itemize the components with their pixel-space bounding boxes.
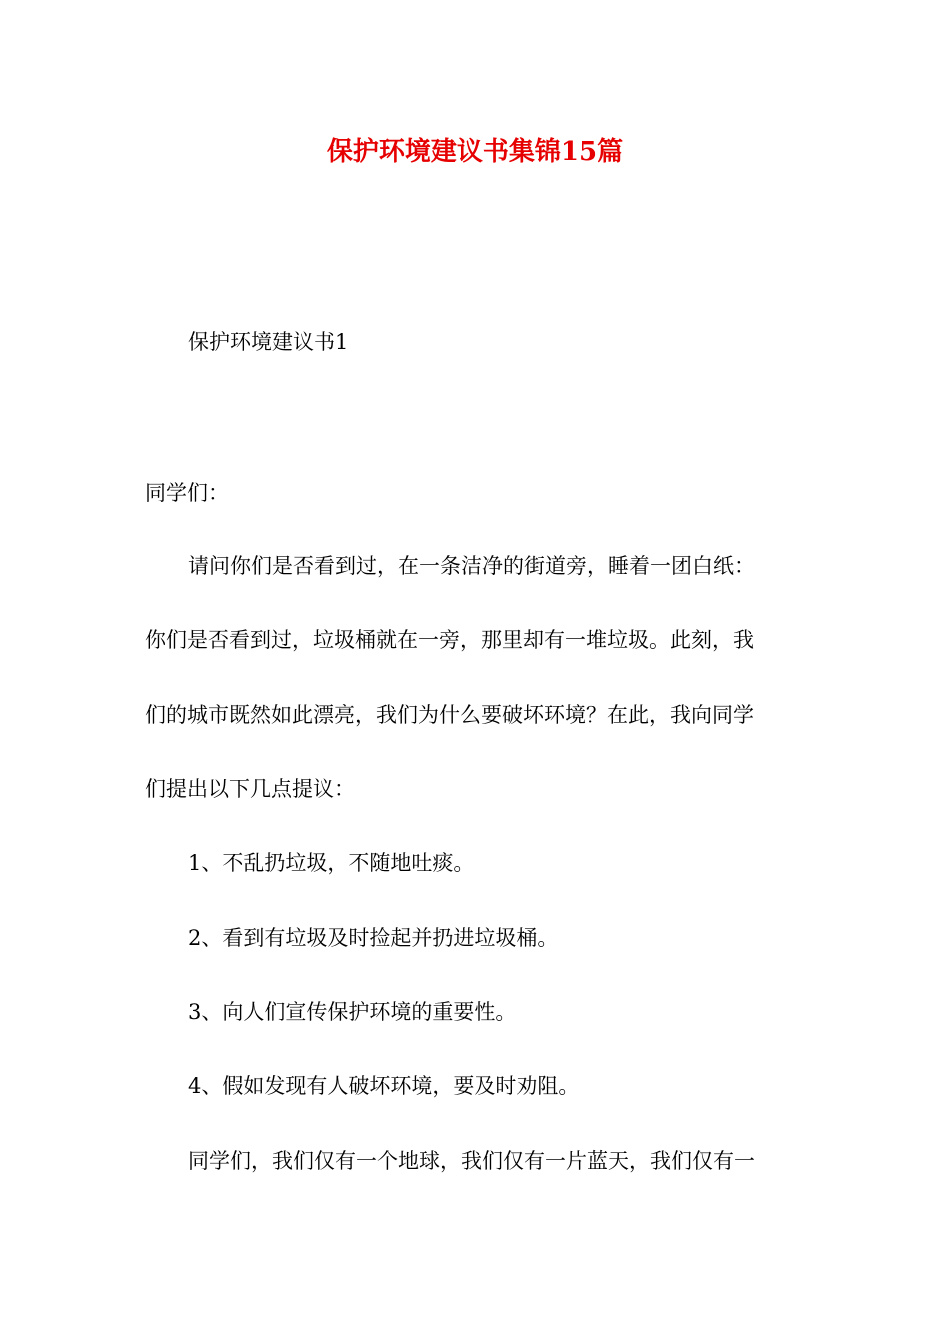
suggestion-item: 4、假如发现有人破坏环境，要及时劝阻。	[188, 1074, 580, 1098]
paragraph-line: 们的城市既然如此漂亮，我们为什么要破坏环境？在此，我向同学	[145, 703, 754, 727]
closing-line: 同学们，我们仅有一个地球，我们仅有一片蓝天，我们仅有一	[188, 1149, 755, 1173]
section-heading: 保护环境建议书1	[188, 330, 349, 354]
suggestion-item: 3、向人们宣传保护环境的重要性。	[188, 1000, 517, 1024]
paragraph-line: 请问你们是否看到过，在一条洁净的街道旁，睡着一团白纸：	[188, 554, 755, 578]
salutation: 同学们：	[145, 481, 229, 505]
document-title: 保护环境建议书集锦15篇	[326, 137, 624, 167]
paragraph-line: 你们是否看到过，垃圾桶就在一旁，那里却有一堆垃圾。此刻，我	[145, 628, 754, 652]
suggestion-item: 2、看到有垃圾及时捡起并扔进垃圾桶。	[188, 926, 559, 950]
suggestion-item: 1、不乱扔垃圾，不随地吐痰。	[188, 851, 475, 875]
paragraph-line: 们提出以下几点提议：	[145, 777, 355, 801]
